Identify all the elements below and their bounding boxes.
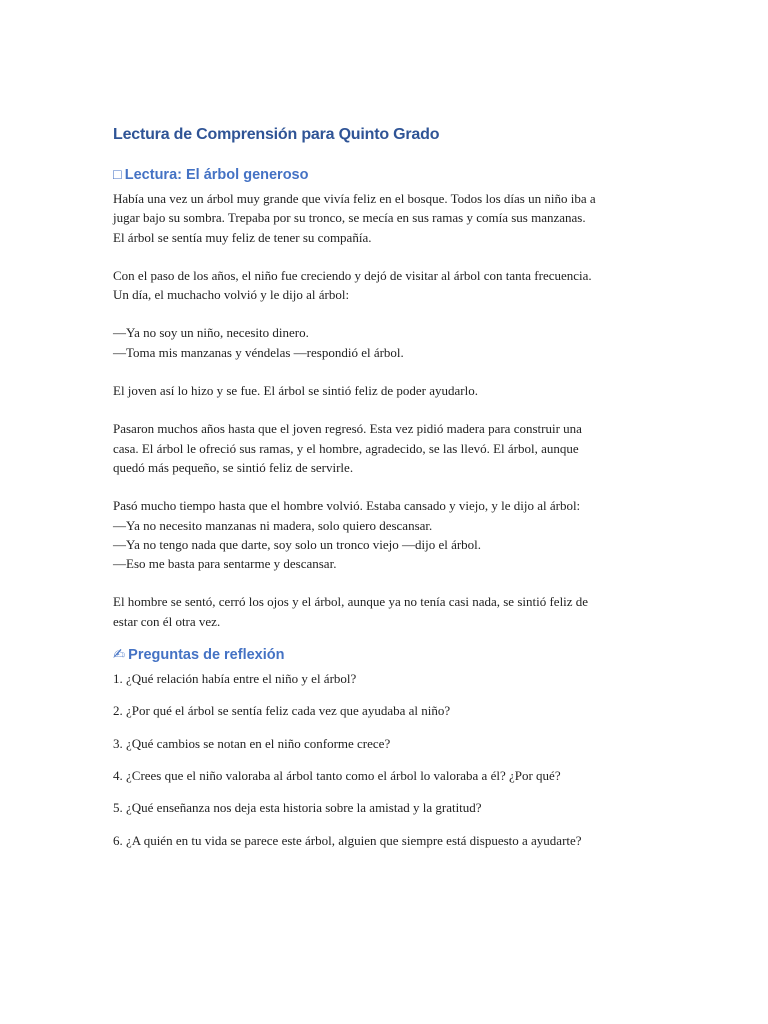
document-title: Lectura de Comprensión para Quinto Grado	[113, 126, 440, 143]
dialog-line: —Ya no necesito manzanas ni madera, solo quiero descansar.	[113, 517, 433, 533]
question-item: 4. ¿Crees que el niño valoraba al árbol tanto como el árbol lo valoraba a él? ¿Por qué?	[113, 767, 561, 783]
dialog-line: —Eso me basta para sentarme y descansar.	[113, 556, 337, 572]
document-page	[113, 122, 673, 863]
reading-heading	[113, 164, 673, 186]
paragraph-3	[113, 381, 673, 400]
question-item: 5. ¿Qué enseñanza nos deja esta historia sobre la amistad y la gratitud?	[113, 800, 482, 816]
paragraph-line: estar con él otra vez.	[113, 613, 221, 629]
paragraph-line: Había una vez un árbol muy grande que vivía feliz en el bosque. Todos los días un niño iba a	[113, 191, 596, 206]
paragraph-line: El joven así lo hizo y se fue. El árbol se sintió feliz de poder ayudarlo.	[113, 383, 478, 399]
question-item: 6. ¿A quién en tu vida se parece este árbol, alguien que siempre está dispuesto a ayudarte?	[113, 832, 582, 848]
dialog-line: —Ya no soy un niño, necesito dinero.	[113, 325, 309, 341]
paragraph-line: Con el paso de los años, el niño fue creciendo y dejó de visitar al árbol con tanta frecuencia.	[113, 267, 592, 283]
paragraph-6	[113, 592, 673, 631]
paragraph-line: El hombre se sentó, cerró los ojos y el árbol, aunque ya no tenía casi nada, se sintió feliz de	[113, 594, 589, 610]
paragraph-line: El árbol se sentía muy feliz de tener su compañía.	[113, 229, 372, 245]
question-item: 2. ¿Por qué el árbol se sentía feliz cada vez que ayudaba al niño?	[113, 703, 451, 719]
book-icon: □	[113, 167, 122, 183]
paragraph-1	[113, 189, 673, 247]
paragraph-line: Un día, el muchacho volvió y le dijo al árbol:	[113, 287, 350, 303]
dialog-line: —Toma mis manzanas y véndelas —respondió el árbol.	[113, 344, 404, 360]
dialog-1	[113, 323, 673, 362]
paragraph-2	[113, 266, 673, 305]
question-item: 3. ¿Qué cambios se notan en el niño conforme crece?	[113, 735, 391, 751]
dialog-line: —Ya no tengo nada que darte, soy solo un tronco viejo —dijo el árbol.	[113, 536, 482, 552]
paragraph-line: Pasaron muchos años hasta que el joven regresó. Esta vez pidió madera para construir una	[113, 421, 582, 437]
reading-heading-label: Lectura: El árbol generoso	[124, 167, 309, 183]
paragraph-line: casa. El árbol le ofreció sus ramas, y el hombre, agradecido, se las llevó. El árbol, aunque	[113, 440, 579, 456]
paragraph-5	[113, 496, 673, 573]
paragraph-4	[113, 419, 673, 477]
paragraph-line: Pasó mucho tiempo hasta que el hombre volvió. Estaba cansado y viejo, y le dijo al árbol:	[113, 498, 581, 514]
question-item: 1. ¿Qué relación había entre el niño y el árbol?	[113, 671, 357, 687]
paragraph-line: jugar bajo su sombra. Trepaba por su tronco, se mecía en sus ramas y comía sus manzanas.	[113, 210, 586, 226]
paragraph-line: quedó más pequeño, se sintió feliz de servirle.	[113, 459, 354, 475]
questions-heading-label: Preguntas de reflexión	[128, 647, 285, 664]
questions-heading	[113, 644, 673, 666]
writing-hand-icon: ✍	[113, 647, 126, 664]
